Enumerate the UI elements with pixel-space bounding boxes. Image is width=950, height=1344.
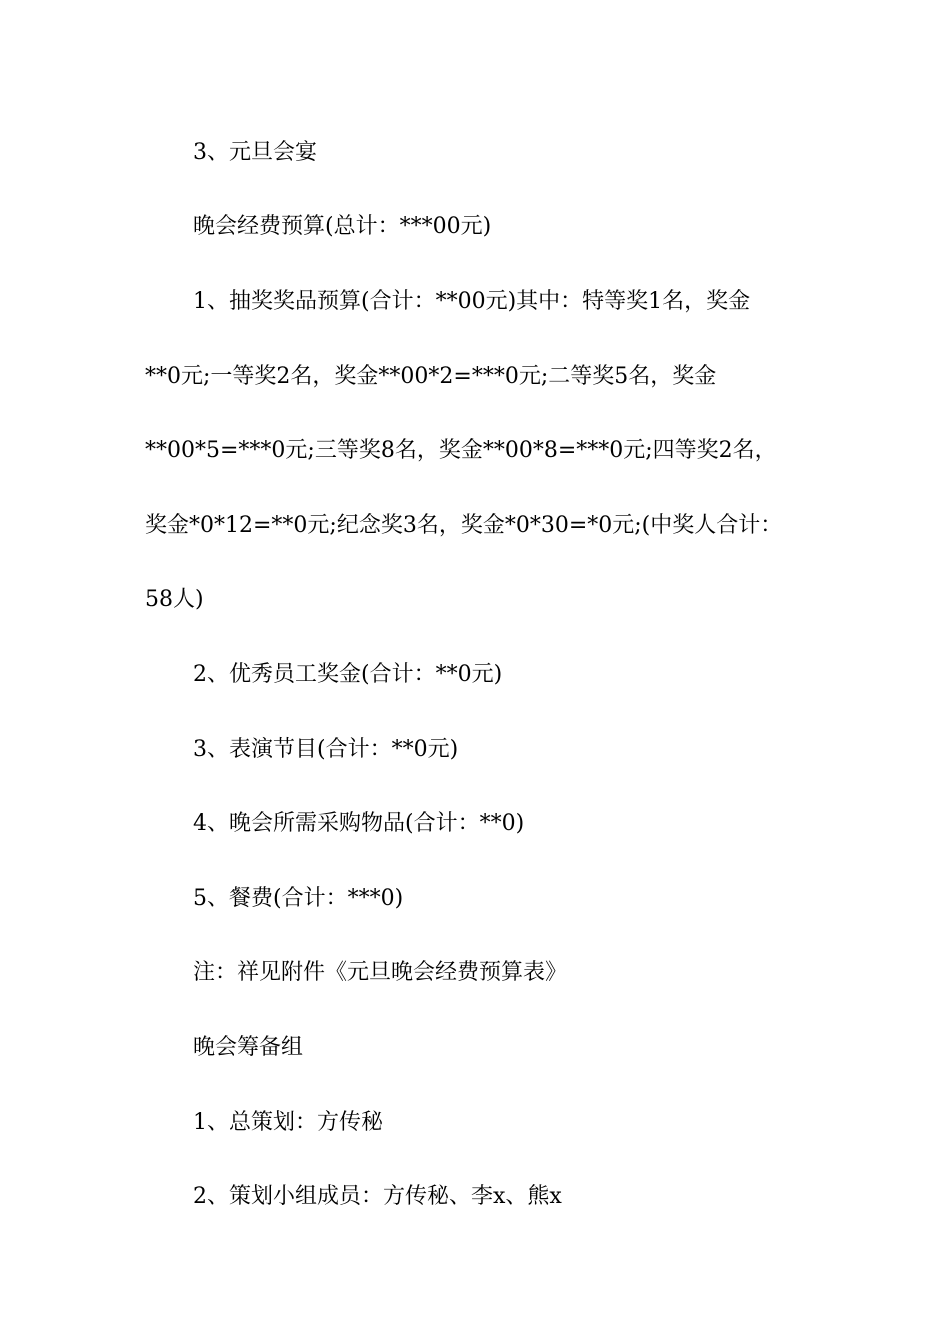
prize-budget-line-1: 1、抽奖奖品预算(合计：**00元)其中：特等奖1名，奖金 [193,289,751,314]
employee-bonus-item: 2、优秀员工奖金(合计：**0元) [193,662,503,687]
prize-budget-line-5: 58人) [145,587,204,612]
section-heading-banquet: 3、元旦会宴 [193,140,317,165]
purchase-item: 4、晚会所需采购物品(合计：**0) [193,811,525,836]
prize-budget-line-2: **0元;一等奖2名，奖金**00*2=***0元;二等奖5名，奖金 [145,364,717,389]
budget-heading: 晚会经费预算(总计：***00元) [193,214,492,239]
planning-members-item: 2、策划小组成员：方传秘、李x、熊x [193,1184,562,1209]
performance-item: 3、表演节目(合计：**0元) [193,737,459,762]
organizing-group-heading: 晚会筹备组 [193,1035,304,1060]
prize-budget-line-3: **00*5=***0元;三等奖8名，奖金**00*8=***0元;四等奖2名， [145,438,777,463]
attachment-note: 注：祥见附件《元旦晚会经费预算表》 [193,960,568,985]
prize-budget-line-4: 奖金*0*12=**0元;纪念奖3名，奖金*0*30=*0元;(中奖人合计： [145,513,783,538]
chief-planner-item: 1、总策划：方传秘 [193,1110,383,1135]
meal-item: 5、餐费(合计：***0) [193,886,404,911]
